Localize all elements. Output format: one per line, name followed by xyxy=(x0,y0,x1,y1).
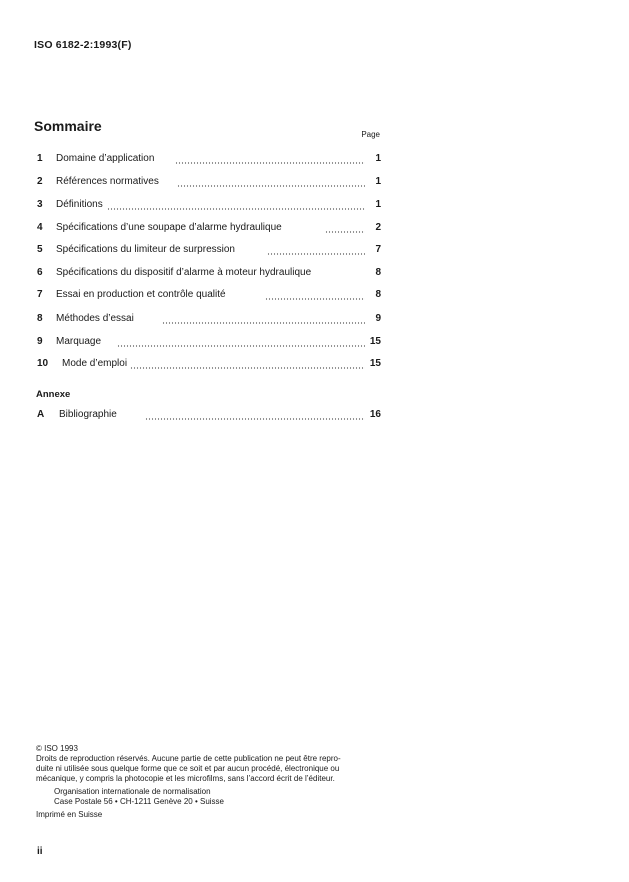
toc-entry-title: Marquage xyxy=(56,336,102,347)
toc-entry xyxy=(37,153,381,167)
toc-entry xyxy=(37,289,381,303)
toc-leader-dots xyxy=(145,418,365,420)
toc-entry-page: 8 xyxy=(375,289,381,300)
publisher-address: Case Postale 56 • CH-1211 Genève 20 • Suisse xyxy=(54,797,224,806)
toc-entry-title: Essai en production et contrôle qualité xyxy=(56,289,226,300)
toc-entry xyxy=(37,313,381,327)
toc-entry-page: 15 xyxy=(369,336,381,347)
toc-entry xyxy=(37,358,381,372)
rights-text-line: Droits de reproduction réservés. Aucune partie de cette publication ne peut être repro- xyxy=(36,754,341,763)
toc-entry-title: Domaine d’application xyxy=(56,153,155,164)
toc-page-column-label: Page xyxy=(361,130,380,139)
toc-entry-page: 7 xyxy=(375,244,381,255)
page-number: ii xyxy=(37,846,43,857)
toc-leader-dots xyxy=(162,322,365,324)
toc-entry-number: 6 xyxy=(37,267,43,278)
toc-entry-number: 9 xyxy=(37,336,43,347)
toc-entry-number: 3 xyxy=(37,199,43,210)
toc-entry xyxy=(37,199,381,213)
publisher-name: Organisation internationale de normalisation xyxy=(54,787,211,796)
toc-entry-page: 1 xyxy=(375,176,381,187)
toc-entry-page: 15 xyxy=(369,358,381,369)
toc-entry-title: Bibliographie xyxy=(59,409,117,420)
toc-entry-number: 10 xyxy=(37,358,49,369)
toc-entry-number: 7 xyxy=(37,289,43,300)
toc-entry-number: 2 xyxy=(37,176,43,187)
toc-entry-title: Mode d’emploi xyxy=(62,358,128,369)
toc-entry-page: 16 xyxy=(369,409,381,420)
printed-in: Imprimé en Suisse xyxy=(36,810,103,819)
toc-entry-page: 1 xyxy=(375,199,381,210)
annex-heading: Annexe xyxy=(36,389,71,400)
toc-entry-number: 1 xyxy=(37,153,43,164)
toc-entry-page: 1 xyxy=(375,153,381,164)
toc-entry xyxy=(37,267,381,281)
toc-entry-title: Définitions xyxy=(56,199,103,210)
rights-text-line: duite ni utilisée sous quelque forme que ce soit et par aucun procédé, électronique ou xyxy=(36,764,340,773)
toc-entry-number: 4 xyxy=(37,222,43,233)
toc-entry xyxy=(37,222,381,236)
toc-entry-title: Spécifications du dispositif d’alarme à moteur hydraulique xyxy=(56,267,312,278)
toc-entry-page: 2 xyxy=(375,222,381,233)
toc-entry xyxy=(37,336,381,350)
toc-leader-dots xyxy=(325,231,365,233)
toc-entry-number: 5 xyxy=(37,244,43,255)
toc-entry-page: 9 xyxy=(375,313,381,324)
toc-entry xyxy=(37,244,381,258)
toc-leader-dots xyxy=(130,367,365,369)
toc-title: Sommaire xyxy=(34,118,102,134)
copyright-notice: © ISO 1993 xyxy=(36,744,78,753)
toc-entry-page: 8 xyxy=(375,267,381,278)
toc-entry-title: Références normatives xyxy=(56,176,159,187)
toc-leader-dots xyxy=(265,298,365,300)
toc-entry-title: Spécifications du limiteur de surpression xyxy=(56,244,235,255)
toc-entry-number: 8 xyxy=(37,313,43,324)
toc-entry-title: Méthodes d’essai xyxy=(56,313,134,324)
rights-text-line: mécanique, y compris la photocopie et les microfilms, sans l’accord écrit de l’éditeur. xyxy=(36,774,335,783)
toc-entry xyxy=(37,409,381,423)
toc-leader-dots xyxy=(117,345,365,347)
copyright-block xyxy=(36,744,386,820)
toc-leader-dots xyxy=(177,185,365,187)
toc-entry-title: Spécifications d’une soupape d’alarme hydraulique xyxy=(56,222,282,233)
document-id: ISO 6182-2:1993(F) xyxy=(34,39,132,51)
toc-leader-dots xyxy=(107,208,365,210)
toc-entry-number: A xyxy=(37,409,45,420)
toc-leader-dots xyxy=(175,162,365,164)
toc-entry xyxy=(37,176,381,190)
toc-leader-dots xyxy=(267,253,365,255)
